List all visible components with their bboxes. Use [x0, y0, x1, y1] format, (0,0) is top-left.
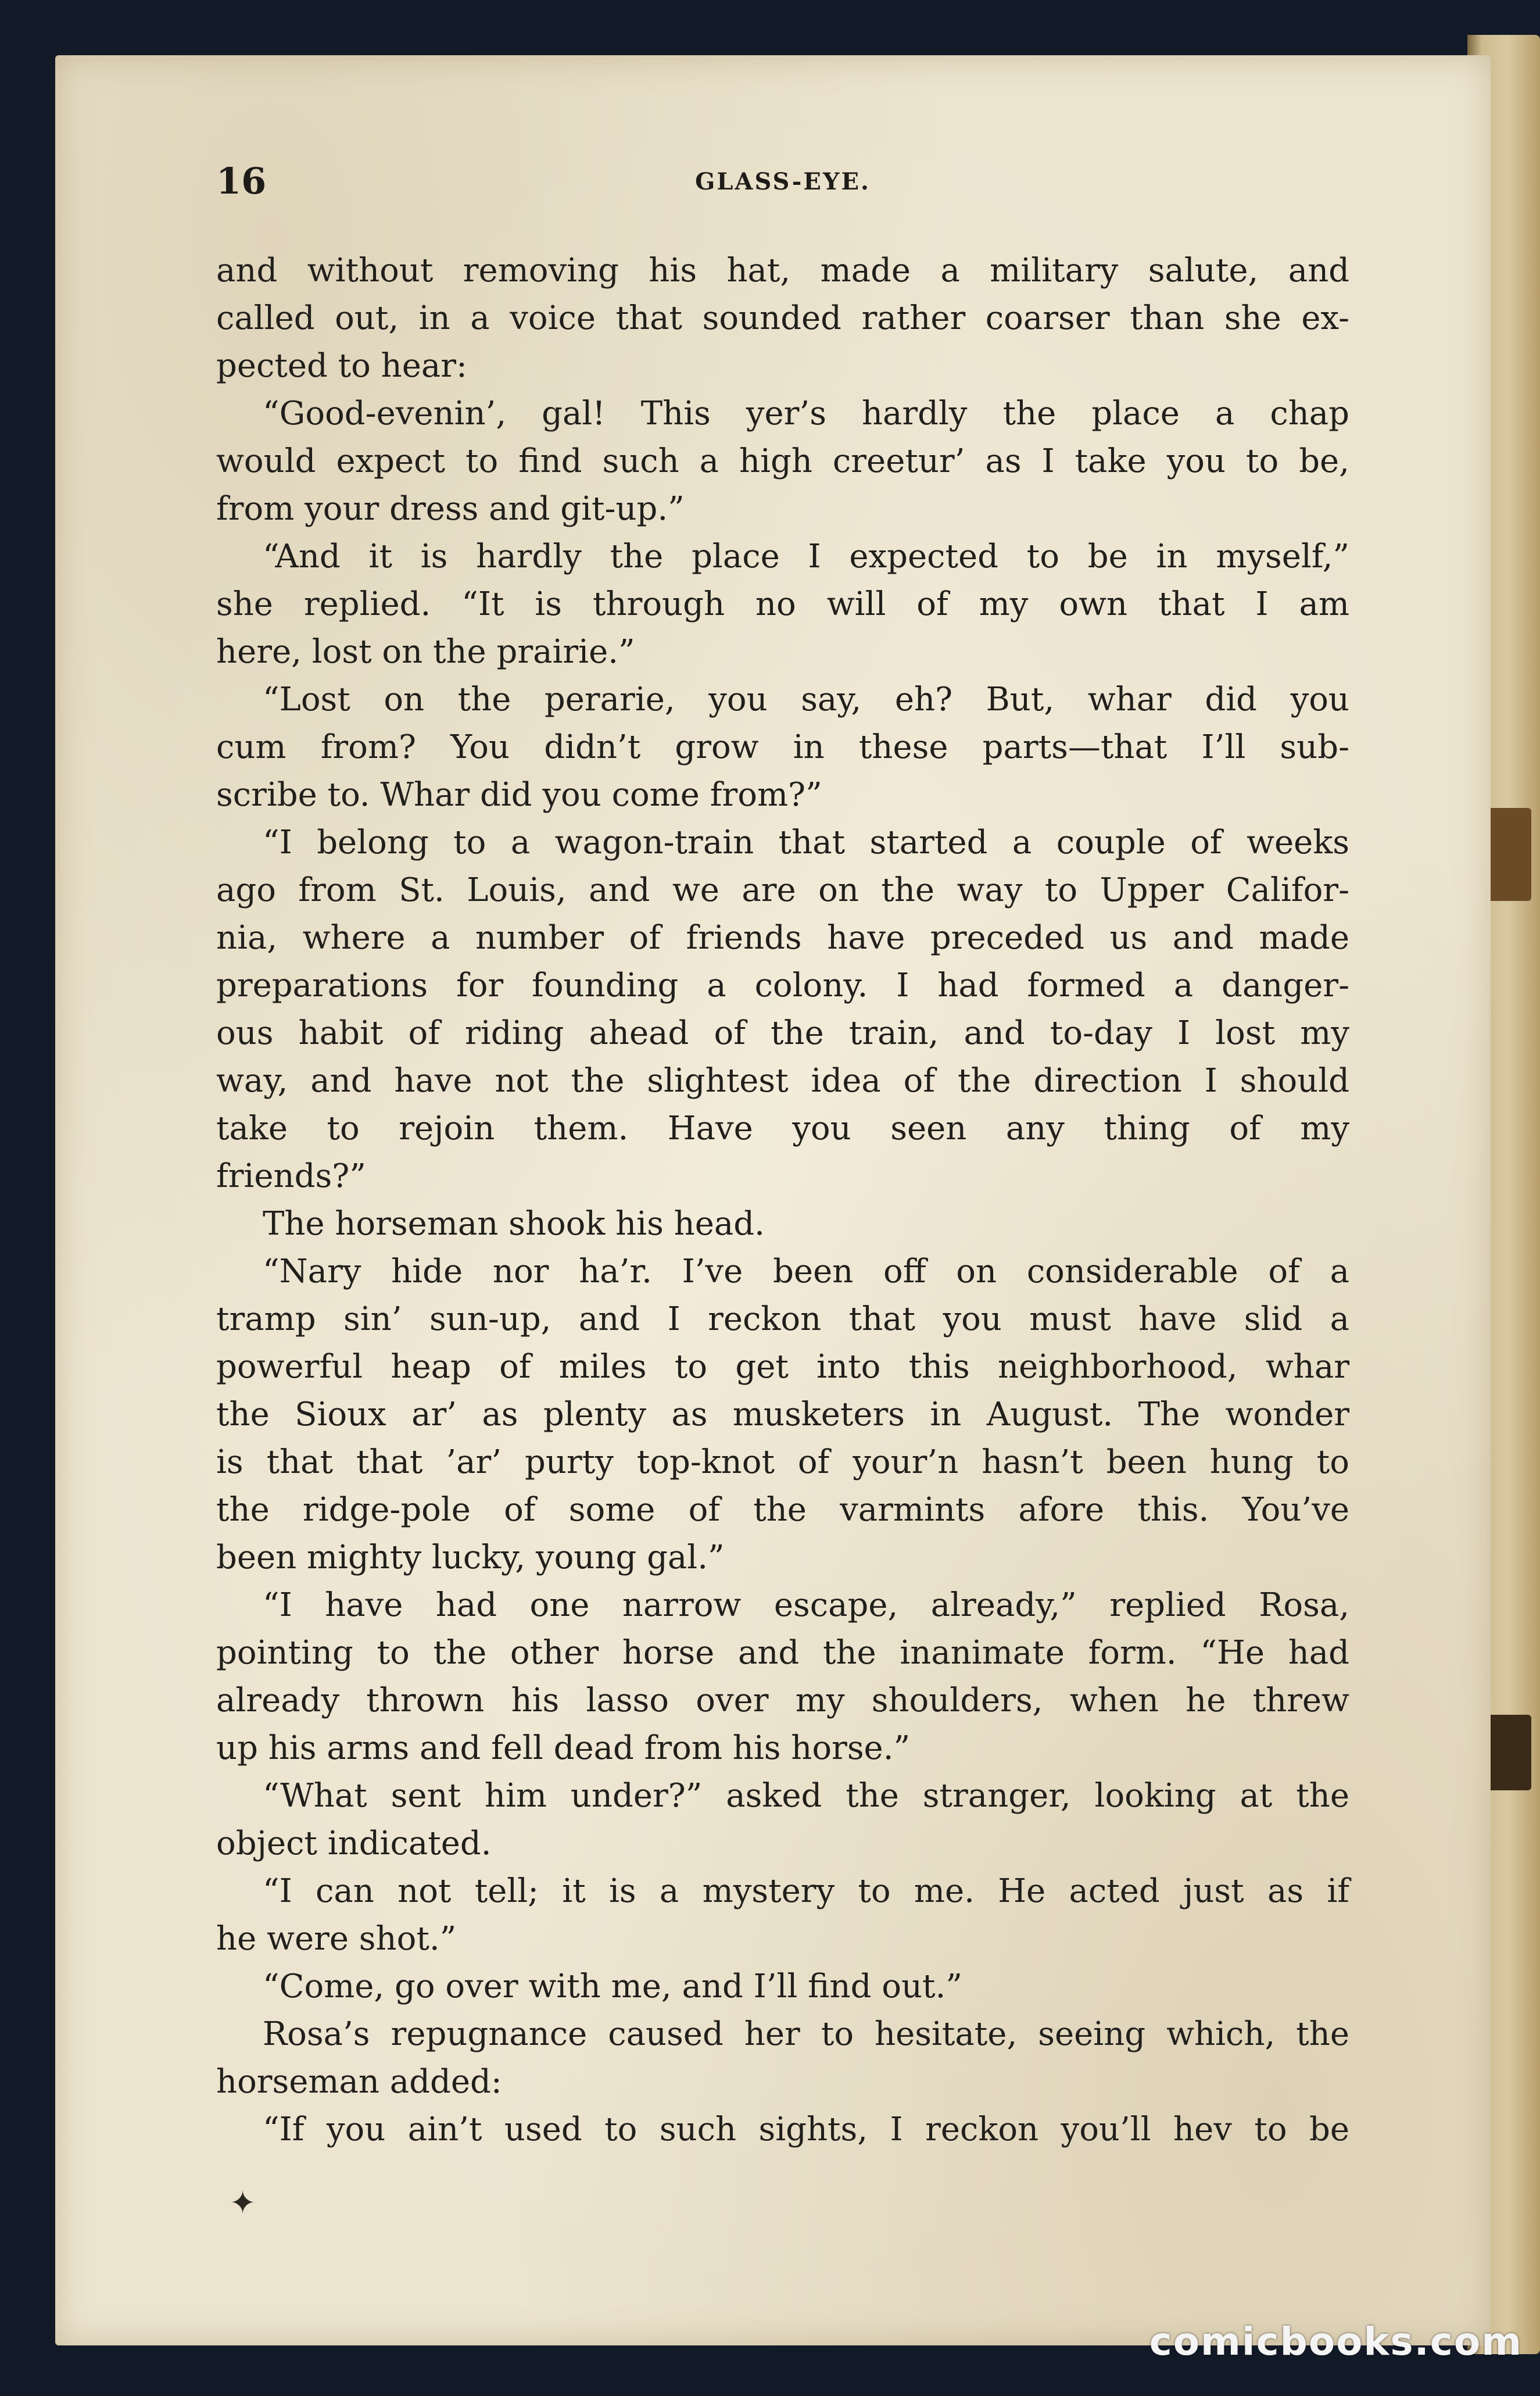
text-line: “I can not tell; it is a mystery to me. He acted just as if [263, 1872, 1349, 1910]
text-line: “Good-evenin’, gal! This yer’s hardly the place a chap [263, 395, 1349, 432]
text-line: “And it is hardly the place I expected to be in myself,” [263, 538, 1349, 575]
text-line: tramp sin’ sun-up, and I reckon that you must have slid a [216, 1300, 1349, 1338]
text-line: friends?” [216, 1157, 366, 1195]
text-line: here, lost on the prairie.” [216, 633, 635, 671]
text-line: take to rejoin them. Have you seen any thing of my [216, 1110, 1349, 1147]
text-line: object indicated. [216, 1825, 492, 1862]
text-line: pointing to the other horse and the inanimate form. “He had [216, 1634, 1349, 1672]
text-line: been mighty lucky, young gal.” [216, 1539, 725, 1576]
running-head: GLASS-EYE. [695, 168, 871, 195]
body-text [216, 247, 1349, 2154]
text-line: he were shot.” [216, 1920, 457, 1958]
text-line: from your dress and git-up.” [216, 490, 685, 528]
text-line: the Sioux ar’ as plenty as musketers in August. The wonder [216, 1396, 1349, 1433]
text-line: powerful heap of miles to get into this neighborhood, whar [216, 1348, 1349, 1386]
text-line: the ridge-pole of some of the varmints afore this. You’ve [216, 1491, 1349, 1529]
text-line: “Lost on the perarie, you say, eh? But, whar did you [263, 681, 1349, 718]
text-line: “Come, go over with me, and I’ll find out.” [263, 1968, 962, 2005]
text-line: cum from? You didn’t grow in these parts—that I’ll sub- [216, 728, 1349, 766]
text-line: is that that ’ar’ purty top-knot of your’n hasn’t been hung to [216, 1443, 1349, 1481]
text-line: “I have had one narrow escape, already,” replied Rosa, [263, 1586, 1349, 1624]
text-line: way, and have not the slightest idea of the direction I should [216, 1062, 1349, 1100]
text-line: nia, where a number of friends have preceded us and made [216, 919, 1349, 957]
text-line: ago from St. Louis, and we are on the way to Upper Califor- [216, 871, 1349, 909]
text-line: would expect to find such a high creetur’ as I take you to be, [216, 442, 1349, 480]
watermark: comicbooks.com [1149, 2319, 1523, 2364]
text-line: preparations for founding a colony. I had formed a danger- [216, 967, 1349, 1004]
text-line: and without removing his hat, made a military salute, and [216, 252, 1349, 289]
text-line: horseman added: [216, 2063, 502, 2101]
text-line: “Nary hide nor ha’r. I’ve been off on considerable of a [263, 1253, 1349, 1290]
text-line: ous habit of riding ahead of the train, and to-day I lost my [216, 1014, 1349, 1052]
text-line: The horseman shook his head. [263, 1205, 765, 1243]
text-line: called out, in a voice that sounded rather coarser than she ex- [216, 299, 1349, 337]
text-line: “What sent him under?” asked the stranger, looking at the [263, 1777, 1349, 1815]
text-line: “If you ain’t used to such sights, I reckon you’ll hev to be [263, 2111, 1349, 2148]
text-line: up his arms and fell dead from his horse.” [216, 1729, 911, 1767]
text-line: “I belong to a wagon-train that started a couple of weeks [263, 824, 1349, 861]
text-line: pected to hear: [216, 347, 467, 385]
text-line: she replied. “It is through no will of my own that I am [216, 585, 1349, 623]
text-line: scribe to. Whar did you come from?” [216, 776, 822, 814]
text-line: Rosa’s repugnance caused her to hesitate, seeing which, the [263, 2015, 1349, 2053]
printer-ornament: ✦ [230, 2186, 256, 2220]
page-number: 16 [216, 160, 267, 202]
text-line: already thrown his lasso over my shoulders, when he threw [216, 1682, 1349, 1719]
page-header [216, 160, 1349, 206]
